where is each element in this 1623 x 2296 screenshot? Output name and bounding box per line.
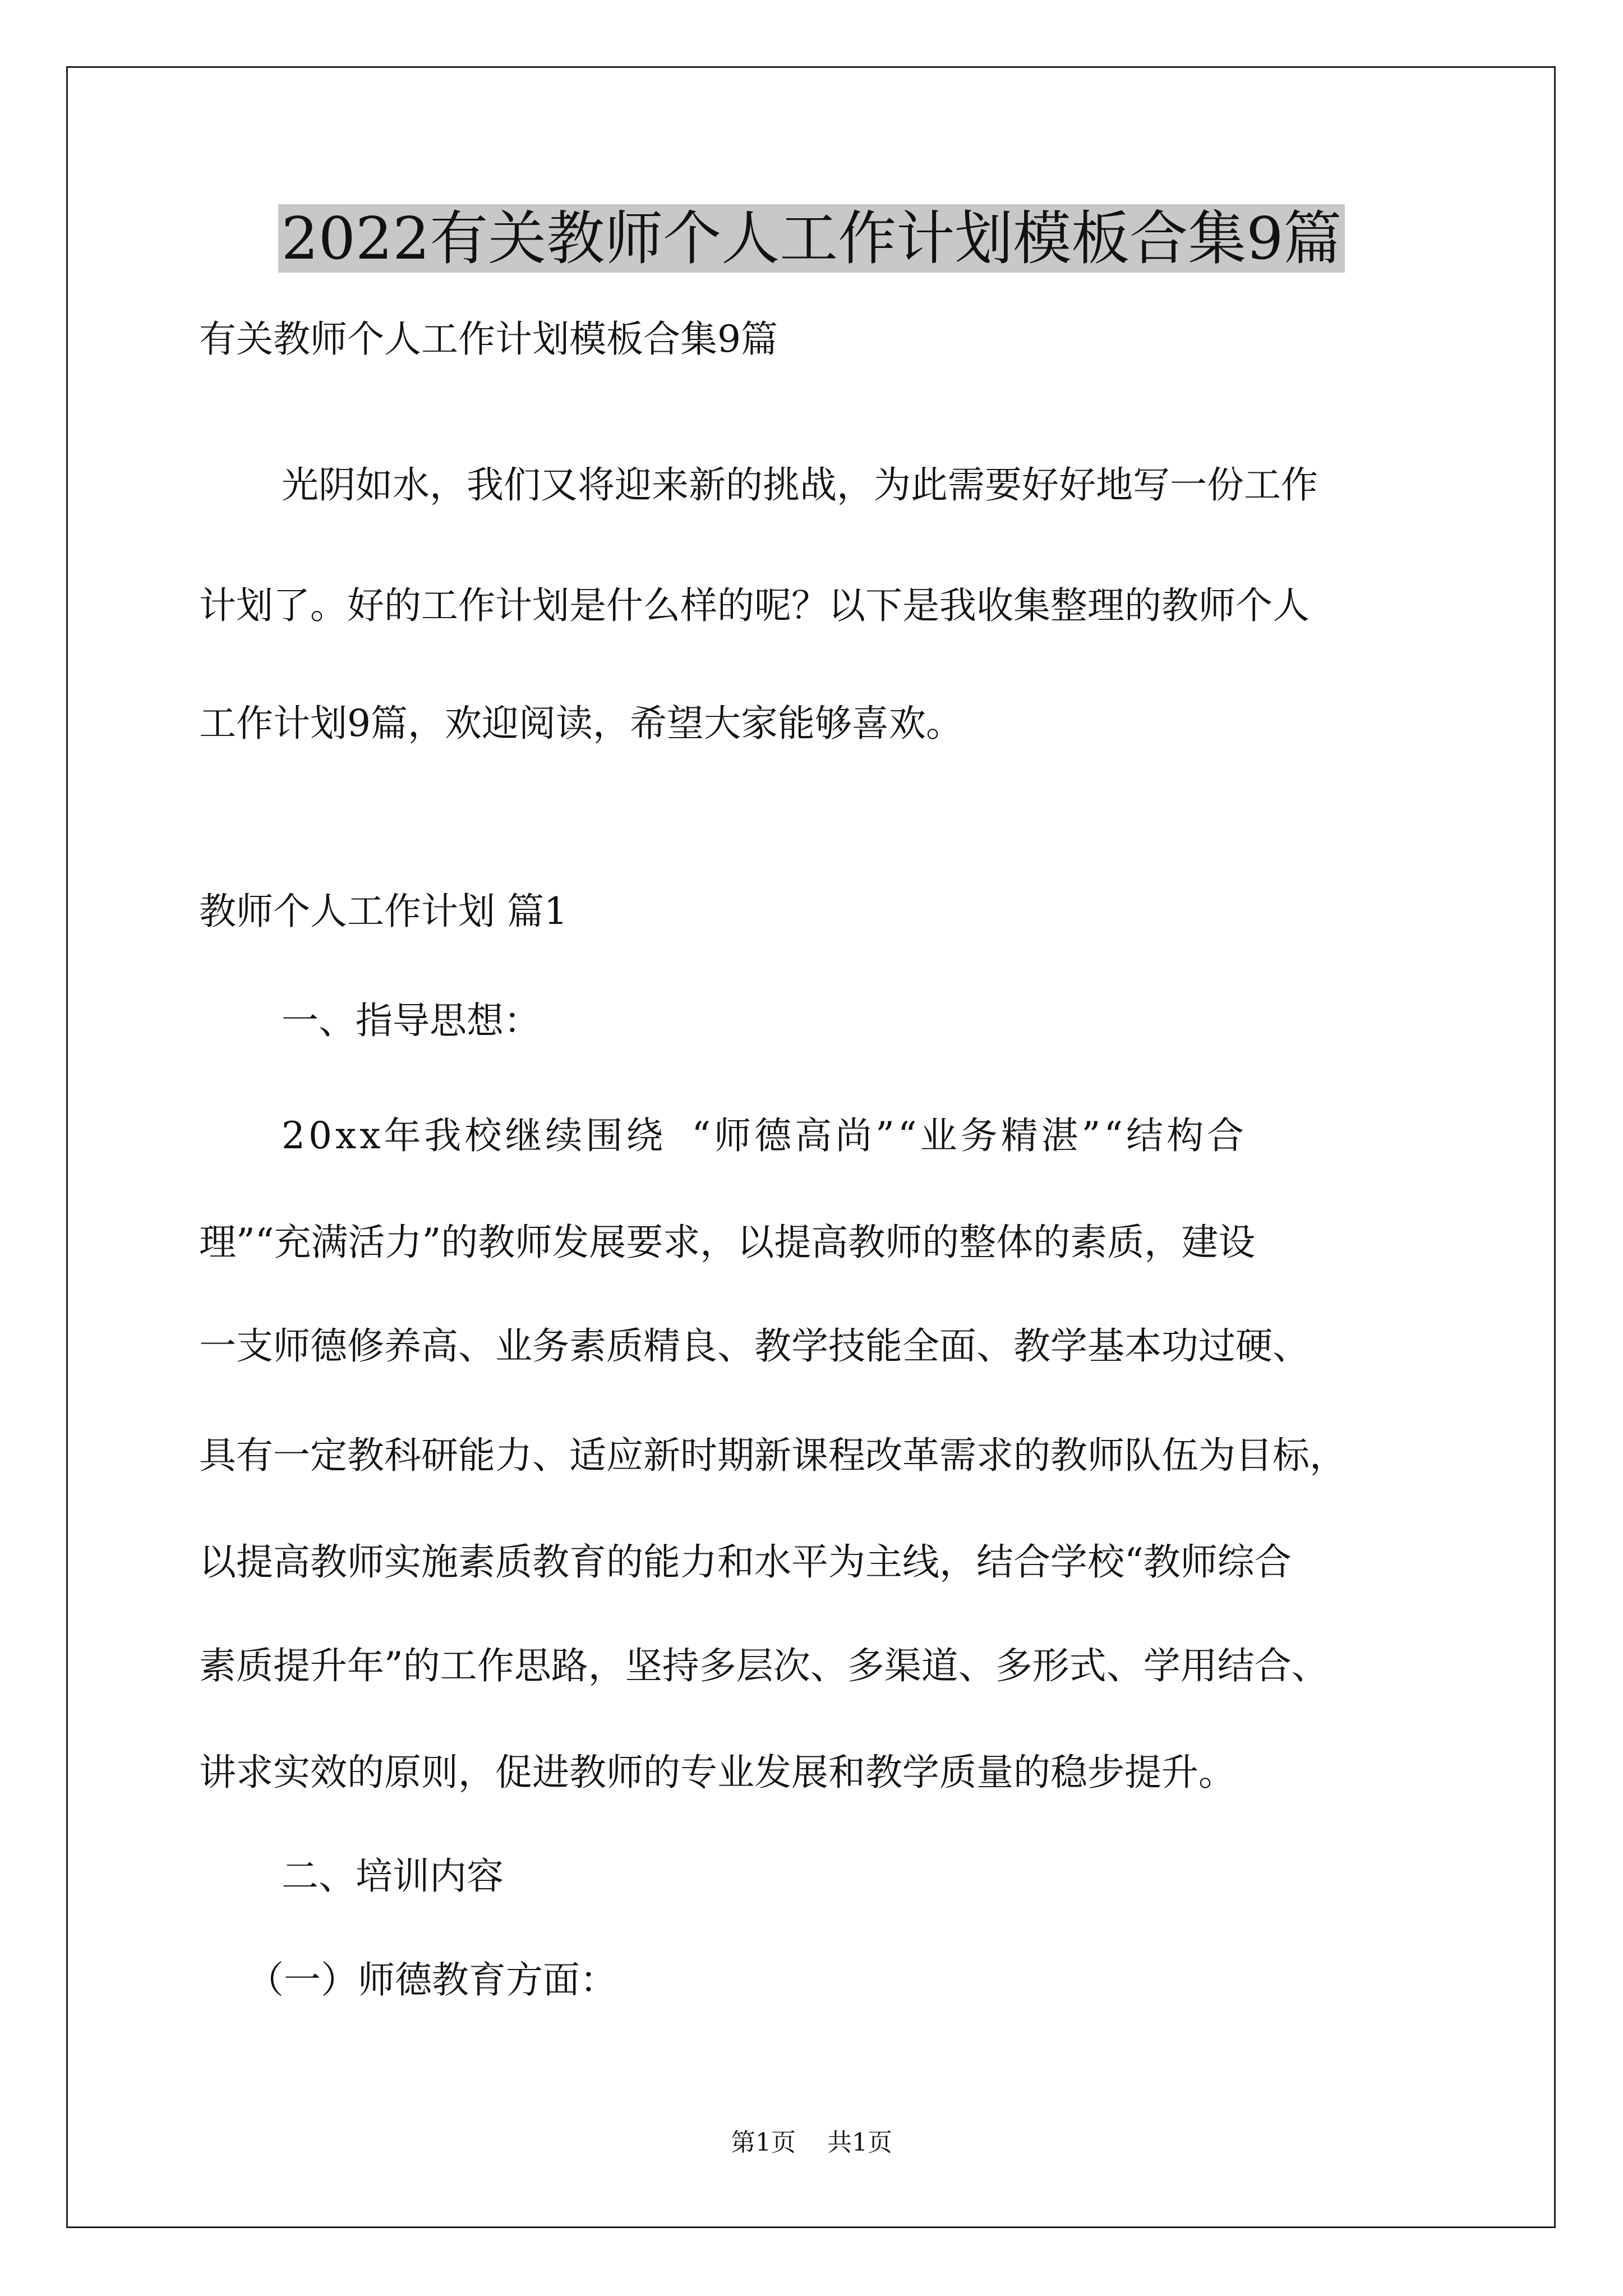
subheading-guiding-thought: 一、指导思想： <box>282 999 541 1042</box>
page-number-total: 共1页 <box>827 2128 892 2157</box>
intro-line-1: 光阴如水，我们又将迎来新的挑战，为此需要好好地写一份工作 <box>282 463 1318 507</box>
page-footer <box>0 2126 1623 2160</box>
body-line-6: 素质提升年”的工作思路，坚持多层次、多渠道、多形式、学用结合、 <box>199 1644 1329 1687</box>
body-line-4: 具有一定教科研能力、适应新时期新课程改革需求的教师队伍为目标， <box>199 1434 1347 1477</box>
body-line-1: 20xx年我校继续围绕 “师德高尚”“业务精湛”“结构合 <box>282 1114 1248 1157</box>
document-title <box>0 199 1623 278</box>
body-line-2: 理”“充满活力”的教师发展要求，以提高教师的整体的素质，建设 <box>199 1221 1256 1264</box>
subheading-ethics-education: （一）师德教育方面： <box>247 1958 617 2001</box>
intro-line-2: 计划了。好的工作计划是什么样的呢？以下是我收集整理的教师个人 <box>199 584 1310 627</box>
page-number-current: 第1页 <box>731 2128 796 2157</box>
body-line-5: 以提高教师实施素质教育的能力和水平为主线，结合学校“教师综合 <box>199 1540 1292 1584</box>
document-title-text: 2022有关教师个人工作计划模板合集9篇 <box>278 204 1345 273</box>
intro-line-3: 工作计划9篇，欢迎阅读，希望大家能够喜欢。 <box>199 702 963 745</box>
body-line-3: 一支师德修养高、业务素质精良、教学技能全面、教学基本功过硬、 <box>199 1324 1310 1368</box>
subheading-training-content: 二、培训内容 <box>282 1855 504 1898</box>
section-heading: 教师个人工作计划 篇1 <box>199 890 568 933</box>
body-line-7: 讲求实效的原则，促进教师的专业发展和教学质量的稳步提升。 <box>199 1751 1235 1794</box>
document-subtitle: 有关教师个人工作计划模板合集9篇 <box>199 318 778 361</box>
